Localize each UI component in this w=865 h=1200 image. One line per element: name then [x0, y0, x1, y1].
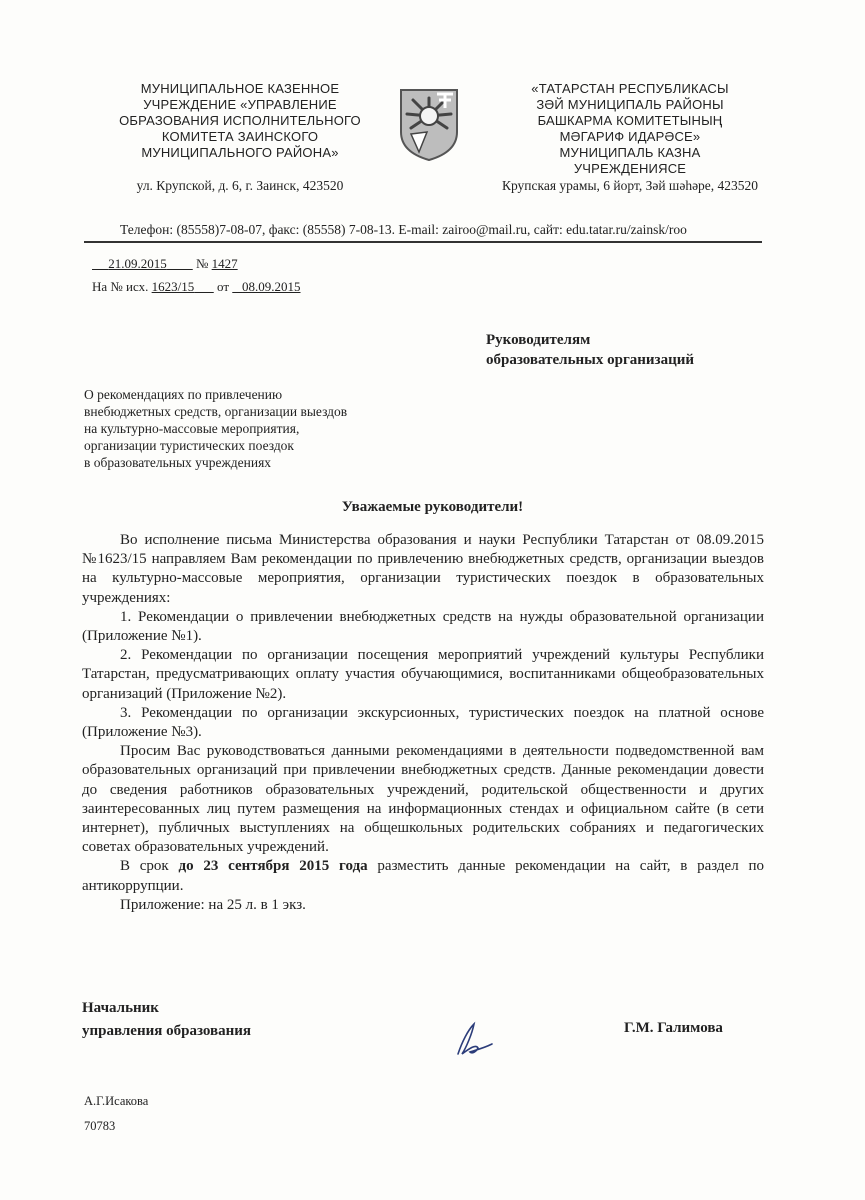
- reference-date-field: [232, 279, 300, 294]
- deadline-text: разместить данные рекомендации на сайт, в раздел по антикоррупции.: [82, 858, 764, 894]
- addressee-line: Руководителям: [486, 332, 591, 348]
- org-name-line: ОБРАЗОВАНИЯ ИСПОЛНИТЕЛЬНОГО: [119, 113, 361, 128]
- signatory-title: [82, 997, 251, 1043]
- handwritten-signature: [452, 1018, 498, 1060]
- org-name-tatar: [490, 81, 770, 177]
- signatory-name: Г.М. Галимова: [624, 1020, 723, 1036]
- org-name-line: ЗӘЙ МУНИЦИПАЛЬ РАЙОНЫ: [536, 97, 724, 112]
- reference-number: 1623/15: [151, 279, 195, 294]
- reference-date-label: от: [217, 279, 230, 294]
- deadline-text: В срок: [120, 858, 179, 875]
- contact-line: Телефон: (85558)7-08-07, факс: (85558) 7-08-13. E-mail: zairoo@mail.ru, сайт: edu.tatar.ru/zainsk/roo: [120, 222, 687, 237]
- subject-line: на культурно-массовые мероприятия,: [84, 421, 300, 436]
- reference-number-field: [152, 279, 214, 294]
- greeting: Уважаемые руководители!: [341, 499, 524, 515]
- body-paragraph: 3. Рекомендации по организации экскурсионных, туристических поездок на платной основе (Приложение №3).: [82, 704, 764, 741]
- reference-label: На № исх.: [92, 279, 149, 294]
- org-name-line: УЧРЕЖДЕНИЯСЕ: [573, 161, 687, 176]
- org-name-line: БАШКАРМА КОМИТЕТЫНЫҢ: [537, 113, 723, 128]
- org-name-russian: [110, 81, 370, 161]
- body-paragraph: Во исполнение письма Министерства образования и науки Республики Татарстан от 08.09.2015 №1623/15 направляем Вам рекомендации по привлечению внебюджетных средств, организации выездов на культурно-массовые мероприятия, организации туристических поездок в образовательных учреждениях:: [82, 532, 764, 606]
- subject-line: в образовательных учреждениях: [84, 455, 272, 470]
- outgoing-date-field: [92, 256, 193, 271]
- letter-subject: [84, 386, 424, 471]
- incoming-reference: [92, 279, 301, 295]
- outgoing-date: 21.09.2015: [108, 256, 167, 271]
- org-address-tatar: Крупская урамы, 6 йорт, Зәй шәһәре, 423520: [501, 178, 759, 193]
- org-name-line: МӘГАРИФ ИДАРӘСЕ»: [559, 129, 701, 144]
- subject-line: О рекомендациях по привлечению: [84, 387, 283, 402]
- reference-date: 08.09.2015: [242, 279, 301, 294]
- org-name-line: МУНИЦИПАЛЬНОГО РАЙОНА»: [141, 145, 339, 160]
- body-paragraph: Просим Вас руководствоваться данными рекомендациями в деятельности подведомственной вам образовательных организаций при привлечении внебюджетных средств. Данные рекомендации довести до сведения работников образовательных учреждений, родительской общественности и других заинтересованных лиц путем размещения на информационных стендах и официальном сайте (в сети интернет), публичных выступлениях на общешкольных родительских собраниях и педагогических советах образовательных учреждений.: [82, 743, 764, 856]
- addressee: [486, 330, 694, 370]
- signatory-title-line: Начальник: [82, 1000, 159, 1016]
- subject-line: организации туристических поездок: [84, 438, 294, 453]
- deadline-date: до 23 сентября 2015 года: [178, 858, 368, 875]
- attachment-note: Приложение: на 25 л. в 1 экз.: [120, 896, 306, 913]
- header-divider: [84, 241, 762, 243]
- outgoing-number: 1427: [211, 256, 238, 271]
- org-name-line: УЧРЕЖДЕНИЕ «УПРАВЛЕНИЕ: [143, 97, 337, 112]
- executor-phone: 70783: [84, 1119, 116, 1133]
- org-name-line: КОМИТЕТА ЗАИНСКОГО: [161, 129, 319, 144]
- number-label: №: [196, 256, 209, 271]
- addressee-line: образовательных организаций: [486, 352, 694, 368]
- body-paragraph: 2. Рекомендации по организации посещения мероприятий учреждений культуры Республики Татарстан, предусматривающих оплату участия обучающимися, воспитанниками общеобразовательных организаций (Приложение №2).: [82, 647, 764, 702]
- zainsk-coat-of-arms-icon: [397, 86, 461, 162]
- org-address-russian: ул. Крупской, д. 6, г. Заинск, 423520: [136, 178, 344, 193]
- body-paragraph-deadline: [82, 857, 764, 895]
- org-name-line: МУНИЦИПАЛЬНОЕ КАЗЕННОЕ: [140, 81, 340, 96]
- signatory-title-line: управления образования: [82, 1023, 252, 1039]
- org-name-line: «ТАТАРСТАН РЕСПУБЛИКАСЫ: [531, 81, 729, 96]
- outgoing-registration: [92, 256, 238, 272]
- letter-body: [82, 531, 764, 915]
- executor-info: [84, 1089, 148, 1139]
- org-name-line: МУНИЦИПАЛЬ КАЗНА: [559, 145, 701, 160]
- executor-name: А.Г.Исакова: [84, 1094, 149, 1108]
- body-paragraph: 1. Рекомендации о привлечении внебюджетных средств на нужды образовательной организации (Приложение №1).: [82, 608, 764, 645]
- subject-line: внебюджетных средств, организации выездов: [84, 404, 348, 419]
